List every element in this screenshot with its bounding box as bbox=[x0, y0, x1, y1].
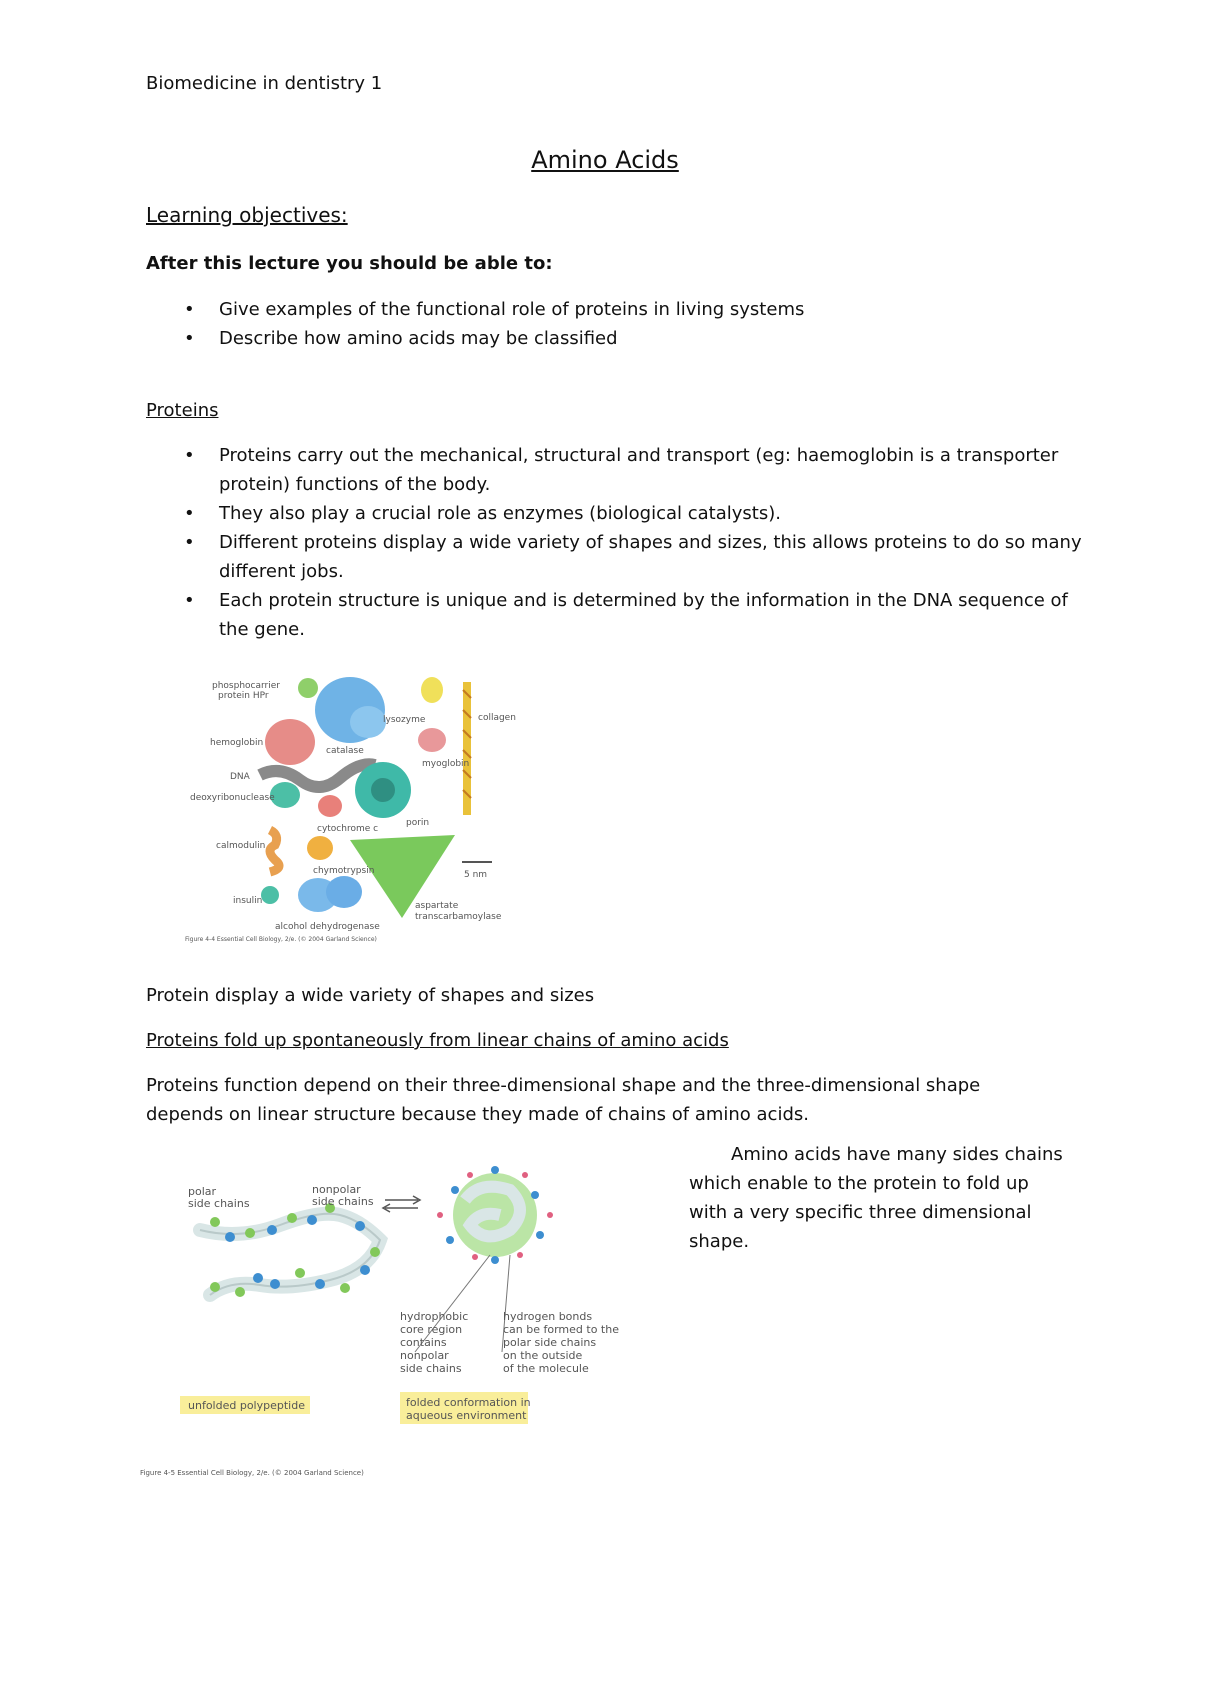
label-polar2: side chains bbox=[188, 1197, 250, 1210]
fold-heading: Proteins fold up spontaneously from linear chains of amino acids bbox=[146, 1030, 729, 1051]
function-line-2: depends on linear structure because they made of chains of amino acids. bbox=[146, 1104, 809, 1125]
function-line-1: Proteins function depend on their three-dimensional shape and the three-dimensional shape bbox=[146, 1075, 981, 1096]
side-note-line-4: shape. bbox=[689, 1231, 750, 1252]
label-myoglobin: myoglobin bbox=[422, 759, 470, 769]
label-hbonds-2: polar side chains bbox=[503, 1336, 597, 1349]
shapes-caption: Protein display a wide variety of shapes and sizes bbox=[146, 985, 595, 1006]
label-alcohol: alcohol dehydrogenase bbox=[275, 922, 380, 932]
proteins-list bbox=[146, 441, 1086, 644]
myoglobin-shape bbox=[418, 728, 446, 752]
label-nonpolar1: nonpolar bbox=[312, 1183, 361, 1196]
list-item: • Describe how amino acids may be classified bbox=[146, 324, 804, 353]
unfolded-chain bbox=[200, 1214, 380, 1295]
label-cytochrome: cytochrome c bbox=[317, 824, 379, 834]
list-item: • They also play a crucial role as enzymes (biological catalysts). bbox=[146, 499, 1086, 528]
label-chymo: chymotrypsin bbox=[313, 866, 375, 876]
cytochrome-shape bbox=[318, 795, 342, 817]
bullet-icon: • bbox=[184, 299, 195, 320]
list-item: • Proteins carry out the mechanical, structural and transport (eg: haemoglobin is a transporter protein) functions of the body. bbox=[146, 441, 1086, 499]
protein-folding-figure bbox=[140, 1160, 670, 1480]
label-dna: DNA bbox=[230, 772, 250, 782]
label-hbonds-4: of the molecule bbox=[503, 1362, 589, 1375]
label-unfolded: unfolded polypeptide bbox=[188, 1399, 305, 1412]
label-hydrophobic-2: contains bbox=[400, 1336, 447, 1349]
label-folded1: folded conformation in bbox=[406, 1396, 531, 1409]
bullet-icon: • bbox=[184, 532, 195, 553]
insulin-shape bbox=[261, 886, 279, 904]
proteins-heading: Proteins bbox=[146, 400, 219, 421]
label-phospho2: protein HPr bbox=[218, 691, 269, 701]
side-note-line-2: which enable to the protein to fold up bbox=[689, 1173, 1029, 1194]
label-scale: 5 nm bbox=[464, 870, 488, 880]
label-hbonds-3: on the outside bbox=[503, 1349, 583, 1362]
label-collagen: collagen bbox=[478, 713, 516, 723]
bullet-icon: • bbox=[184, 503, 195, 524]
label-hydrophobic-0: hydrophobic bbox=[400, 1310, 469, 1323]
list-item: • Each protein structure is unique and is determined by the information in the DNA sequence of the gene. bbox=[146, 586, 1086, 644]
label-deoxy: deoxyribonuclease bbox=[190, 793, 275, 803]
label-hbonds-1: can be formed to the bbox=[503, 1323, 619, 1336]
course-header: Biomedicine in dentistry 1 bbox=[146, 73, 383, 94]
figure2-credit: Figure 4-5 Essential Cell Biology, 2/e. (© 2004 Garland Science) bbox=[140, 1469, 364, 1477]
calmodulin-shape bbox=[270, 830, 279, 872]
list-item: • Give examples of the functional role of proteins in living systems bbox=[146, 295, 804, 324]
label-catalase: catalase bbox=[326, 746, 364, 756]
label-transcarb: transcarbamoylase bbox=[415, 912, 502, 922]
label-nonpolar2: side chains bbox=[312, 1195, 374, 1208]
list-item: • Different proteins display a wide variety of shapes and sizes, this allows proteins to do so many different jobs. bbox=[146, 528, 1086, 586]
side-note-line-1: Amino acids have many sides chains bbox=[731, 1144, 1063, 1165]
objectives-heading: Learning objectives: bbox=[146, 203, 348, 227]
label-phospho: phosphocarrier bbox=[212, 681, 280, 691]
figure1-credit: Figure 4-4 Essential Cell Biology, 2/e. (© 2004 Garland Science) bbox=[185, 936, 377, 943]
bullet-icon: • bbox=[184, 445, 195, 466]
label-lysozyme: lysozyme bbox=[383, 715, 426, 725]
bullet-icon: • bbox=[184, 328, 195, 349]
label-calmodulin: calmodulin bbox=[216, 841, 266, 851]
phosphocarrier-shape bbox=[298, 678, 318, 698]
page-title: Amino Acids bbox=[531, 146, 679, 174]
objectives-lead: After this lecture you should be able to: bbox=[146, 253, 553, 274]
lysozyme-shape bbox=[421, 677, 443, 703]
label-hydrophobic-4: side chains bbox=[400, 1362, 462, 1375]
label-hydrophobic-3: nonpolar bbox=[400, 1349, 449, 1362]
label-hydrophobic-1: core region bbox=[400, 1323, 463, 1336]
side-note-line-3: with a very specific three dimensional bbox=[689, 1202, 1032, 1223]
objectives-list bbox=[146, 295, 804, 353]
label-folded2: aqueous environment bbox=[406, 1409, 527, 1422]
label-hbonds-0: hydrogen bonds bbox=[503, 1310, 593, 1323]
label-polar1: polar bbox=[188, 1185, 217, 1198]
protein-shapes-figure bbox=[185, 670, 560, 960]
label-insulin: insulin bbox=[233, 896, 263, 906]
hemoglobin-shape bbox=[265, 719, 315, 765]
label-aspartate: aspartate bbox=[415, 901, 459, 911]
label-porin: porin bbox=[406, 818, 430, 828]
chymotrypsin-shape bbox=[307, 836, 333, 860]
bullet-icon: • bbox=[184, 590, 195, 611]
label-hemoglobin: hemoglobin bbox=[210, 738, 264, 748]
